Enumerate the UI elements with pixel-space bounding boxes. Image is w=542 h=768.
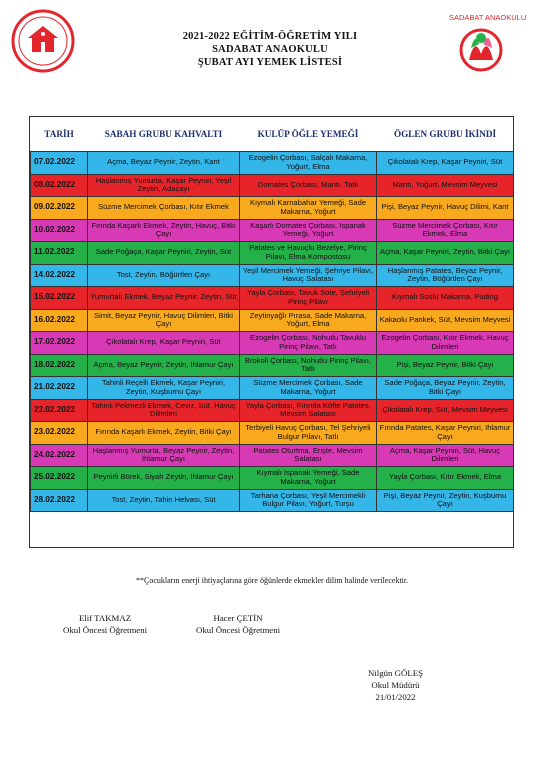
lunch-cell: Ezogelin Çorbası, Salçalı Makarna, Yoğurt, Elma [240, 152, 377, 175]
afternoon-cell: Pişi, Beyaz Peynir, Havuç Dilimi, Kant [377, 197, 514, 220]
column-header-lunch: KULÜP ÖĞLE YEMEĞİ [257, 129, 359, 139]
signer-title: Okul Öncesi Öğretmeni [63, 625, 148, 635]
lunch-cell: Zeytinyağlı Pırasa, Sade Makarna, Yoğurt, Elma [240, 309, 377, 332]
lunch-cell: Yeşil Mercimek Yemeği, Şehriye Pilavı, Havuç Salatası [240, 264, 377, 287]
lunch-cell: Yayla Çorbası, Tavuk Sote, Şehriyeli Pirinç Pilavı [240, 287, 377, 310]
date-cell: 23.02.2022 [31, 422, 88, 445]
date-cell: 28.02.2022 [31, 489, 88, 512]
lunch-cell: Brokoli Çorbası, Nohutlu Pirinç Pilavı, Tatlı [240, 354, 377, 377]
signer-name: Elif TAKMAZ [78, 613, 132, 623]
menu-table [30, 117, 514, 512]
breakfast-cell: Açma, Beyaz Peynir, Zeytin, Kant [88, 152, 240, 175]
menu-table-body [31, 152, 514, 512]
table-row [31, 287, 514, 310]
lunch-cell: Patates ve Havuçlu Bezelye, Pirinç Pilavı, Elma Kompostosu [240, 242, 377, 265]
lunch-cell: Patates Oturtma, Erişte, Mevsim Salatası [240, 444, 377, 467]
table-header-row [31, 117, 514, 152]
lunch-cell: Kıymalı Karnabahar Yemeği, Sade Makarna, Yoğurt [240, 197, 377, 220]
afternoon-cell: Açma, Kaşar Peyniri, Süt, Havuç Dilimleri [377, 444, 514, 467]
lunch-cell: Domates Çorbası, Mantı, Tatlı [240, 174, 377, 197]
table-row [31, 332, 514, 355]
afternoon-cell: Sade Poğaça, Beyaz Peynir, Zeytin, Bitki Çayı [377, 377, 514, 400]
afternoon-cell: Pişi, Beyaz Peynir, Zeytin, Kuşburnu Çayı [377, 489, 514, 512]
table-row [31, 467, 514, 490]
afternoon-cell: Çikolatalı Krep, Kaşar Peyniri, Süt [377, 152, 514, 175]
afternoon-cell: Kakaolu Pankek, Süt, Mevsim Meyvesi [377, 309, 514, 332]
lunch-cell: Tarhana Çorbası, Yeşil Mercimekli Bulgur Pilavı, Yoğurt, Turşu [240, 489, 377, 512]
table-row [31, 152, 514, 175]
lunch-cell: Kıymalı Ispanak Yemeği, Sade Makarna, Yoğurt [240, 467, 377, 490]
breakfast-cell: Fırında Kaşarlı Ekmek, Zeytin, Bitki Çayı [88, 422, 240, 445]
date-cell: 18.02.2022 [31, 354, 88, 377]
signer-name: Hacer ÇETİN [213, 613, 263, 623]
table-row [31, 377, 514, 400]
table-row [31, 444, 514, 467]
afternoon-cell: Çikolatalı Krep, Süt, Mevsim Meyvesi [377, 399, 514, 422]
table-row [31, 219, 514, 242]
signer-title: Okul Öncesi Öğretmeni [196, 625, 281, 635]
afternoon-cell: Kıymalı Soslu Makarna, Puding [377, 287, 514, 310]
date-cell: 25.02.2022 [31, 467, 88, 490]
afternoon-cell: Ezogelin Çorbası, Kıtır Ekmek, Havuç Dilimleri [377, 332, 514, 355]
lunch-cell: Yayla Çorbası, Fırında Köfte Patates, Mevsim Salatası [240, 399, 377, 422]
date-cell: 08.02.2022 [31, 174, 88, 197]
afternoon-cell: Haşlanmış Patates, Beyaz Peynir, Zeytin, Böğürtlen Çayı [377, 264, 514, 287]
date-cell: 15.02.2022 [31, 287, 88, 310]
footnote: **Çocukların enerji ihtiyaçlarına göre öğünlerde ekmekler dilim halinde verilecektir. [136, 576, 409, 585]
document-header [120, 30, 420, 69]
school-logo [445, 8, 527, 74]
breakfast-cell: Tost, Zeytin, Böğürtlen Çayı [88, 264, 240, 287]
afternoon-cell: Süzme Mercimek Çorbası, Kıtır Ekmek, Elma [377, 219, 514, 242]
table-row [31, 264, 514, 287]
table-row [31, 489, 514, 512]
afternoon-cell: Fırında Patates, Kaşar Peyniri, Ihlamur Çayı [377, 422, 514, 445]
lunch-cell: Kaşarlı Domates Çorbası, Ispanak Yemeği, Yoğurt [240, 219, 377, 242]
date-cell: 10.02.2022 [31, 219, 88, 242]
signature-block-principal [368, 667, 423, 703]
lunch-cell: Ezogelin Çorbası, Nohutlu Tavuklu Pirinç Pilavı, Tatlı [240, 332, 377, 355]
date-cell: 11.02.2022 [31, 242, 88, 265]
lunch-cell: Süzme Mercimek Çorbası, Sade Makarna, Yoğurt [240, 377, 377, 400]
breakfast-cell: Tahinli Pekmezli Ekmek, Ceviz, Süt, Havuç Dilimleri [88, 399, 240, 422]
breakfast-cell: Peynirli Börek, Siyah Zeytin, Ihlamur Çayı [88, 467, 240, 490]
header-year: 2021-2022 EĞİTİM-ÖĞRETİM YILI [182, 31, 358, 42]
header-title: ŞUBAT AYI YEMEK LİSTESİ [197, 57, 343, 68]
table-row [31, 309, 514, 332]
afternoon-cell: Mantı, Yoğurt, Mevsim Meyvesi [377, 174, 514, 197]
table-row [31, 422, 514, 445]
date-cell: 07.02.2022 [31, 152, 88, 175]
signature-date: 21/01/2022 [375, 692, 416, 702]
header-school: SADABAT ANAOKULU [212, 44, 328, 55]
table-row [31, 242, 514, 265]
signature-block-teacher-1 [63, 612, 147, 636]
lunch-cell: Terbiyeli Havuç Çorbası, Tel Şehriyeli Bulgur Pilavı, Tatlı [240, 422, 377, 445]
date-cell: 17.02.2022 [31, 332, 88, 355]
breakfast-cell: Süzme Mercimek Çorbası, Kıtır Ekmek [88, 197, 240, 220]
breakfast-cell: Fırında Kaşarlı Ekmek, Zeytin, Havuç, Bitki Çayı [88, 219, 240, 242]
date-cell: 24.02.2022 [31, 444, 88, 467]
breakfast-cell: Tahinli Reçelli Ekmek, Kaşar Peyniri, Zeytin, Kuşburnu Çayı [88, 377, 240, 400]
date-cell: 14.02.2022 [31, 264, 88, 287]
column-header-breakfast: SABAH GRUBU KAHVALTI [104, 129, 223, 139]
breakfast-cell: Simit, Beyaz Peynir, Havuç Dilimleri, Bitki Çayı [88, 309, 240, 332]
date-cell: 22.02.2022 [31, 399, 88, 422]
breakfast-cell: Açma, Beyaz Peynir, Zeytin, Ihlamur Çayı [88, 354, 240, 377]
table-row [31, 354, 514, 377]
ministry-logo [10, 8, 76, 74]
date-cell: 09.02.2022 [31, 197, 88, 220]
column-header-afternoon: ÖGLEN GRUBU İKİNDİ [393, 129, 497, 139]
breakfast-cell: Sade Poğaça, Kaşar Peyniri, Zeytin, Süt [88, 242, 240, 265]
breakfast-cell: Yumurtalı Ekmek, Beyaz Peynir, Zeytin, Süt [88, 287, 240, 310]
date-cell: 16.02.2022 [31, 309, 88, 332]
afternoon-cell: Pişi, Beyaz Peynir, Bitki Çayı [377, 354, 514, 377]
table-row [31, 174, 514, 197]
column-header-date: TARİH [44, 129, 74, 139]
breakfast-cell: Çikolatalı Krep, Kaşar Peyniri, Süt [88, 332, 240, 355]
signature-block-teacher-2 [196, 612, 280, 636]
school-logo-text: SADABAT ANAOKULU [449, 13, 527, 22]
breakfast-cell: Tost, Zeytin, Tahin Helvası, Süt [88, 489, 240, 512]
signer-title: Okul Müdürü [371, 680, 420, 690]
table-row [31, 399, 514, 422]
date-cell: 21.02.2022 [31, 377, 88, 400]
breakfast-cell: Haşlanmış Yumurta, Kaşar Peyniri, Yeşil Zeytin, Adaçayı [88, 174, 240, 197]
afternoon-cell: Açma, Kaşar Peyniri, Zeytin, Bitki Çayı [377, 242, 514, 265]
breakfast-cell: Haşlanmış Yumurta, Beyaz Peynir, Zeytin, Ihlamur Çayı [88, 444, 240, 467]
table-row [31, 197, 514, 220]
menu-table-frame [29, 116, 514, 548]
signer-name: Nilgün GÖLEŞ [368, 668, 423, 678]
afternoon-cell: Yayla Çorbası, Kıtır Ekmek, Elma [377, 467, 514, 490]
